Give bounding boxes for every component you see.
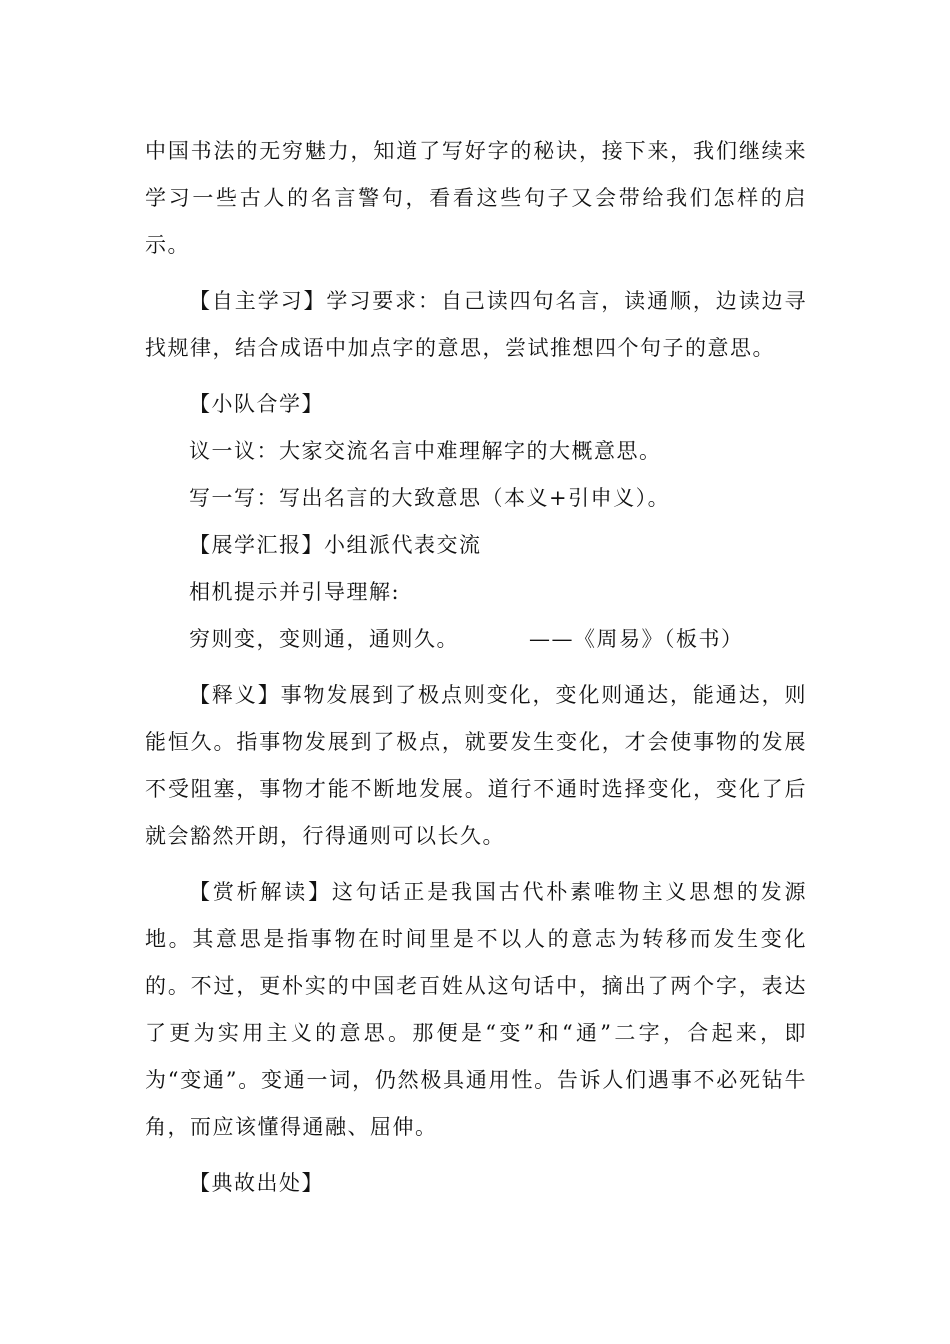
quote-line — [145, 616, 807, 663]
paragraph-report: 【展学汇报】小组派代表交流 — [189, 533, 482, 557]
quote-text: 穷则变，变则通，通则久。 — [189, 627, 459, 651]
paragraph-discuss: 议一议：大家交流名言中难理解字的大概意思。 — [189, 439, 662, 463]
document-page — [145, 128, 807, 1207]
paragraph-write: 写一写：写出名言的大致意思（本义+引申义）。 — [189, 486, 671, 510]
quote-source: ——《周易》（板书） — [529, 627, 744, 651]
paragraph-intro: 中国书法的无穷魅力，知道了写好字的秘诀，接下来，我们继续来学习一些古人的名言警句，看看这些句子又会带给我们怎样的启示。 — [145, 139, 807, 257]
heading-allusion-source: 【典故出处】 — [189, 1171, 324, 1195]
paragraph-analysis: 【赏析解读】这句话正是我国古代朴素唯物主义思想的发源地。其意思是指事物在时间里是不以人的意志为转移而发生变化的。不过，更朴实的中国老百姓从这句话中，摘出了两个字，表达了更为实用主义的意思。那便是“变”和“通”二字，合起来，即为“变通”。变通一词，仍然极具通用性。告诉人们遇事不必死钻牛角，而应该懂得通融、屈伸。 — [145, 880, 807, 1139]
paragraph-hint: 相机提示并引导理解: — [189, 580, 401, 604]
paragraph-self-study: 【自主学习】学习要求：自己读四句名言，读通顺，边读边寻找规律，结合成语中加点字的意思，尝试推想四个句子的意思。 — [145, 289, 807, 360]
paragraph-meaning: 【释义】事物发展到了极点则变化，变化则通达，能通达，则能恒久。指事物发展到了极点，就要发生变化，才会使事物的发展不受阻塞，事物才能不断地发展。道行不通时选择变化，变化了后就会豁然开朗，行得通则可以长久。 — [145, 683, 807, 848]
heading-group-study: 【小队合学】 — [189, 392, 324, 416]
